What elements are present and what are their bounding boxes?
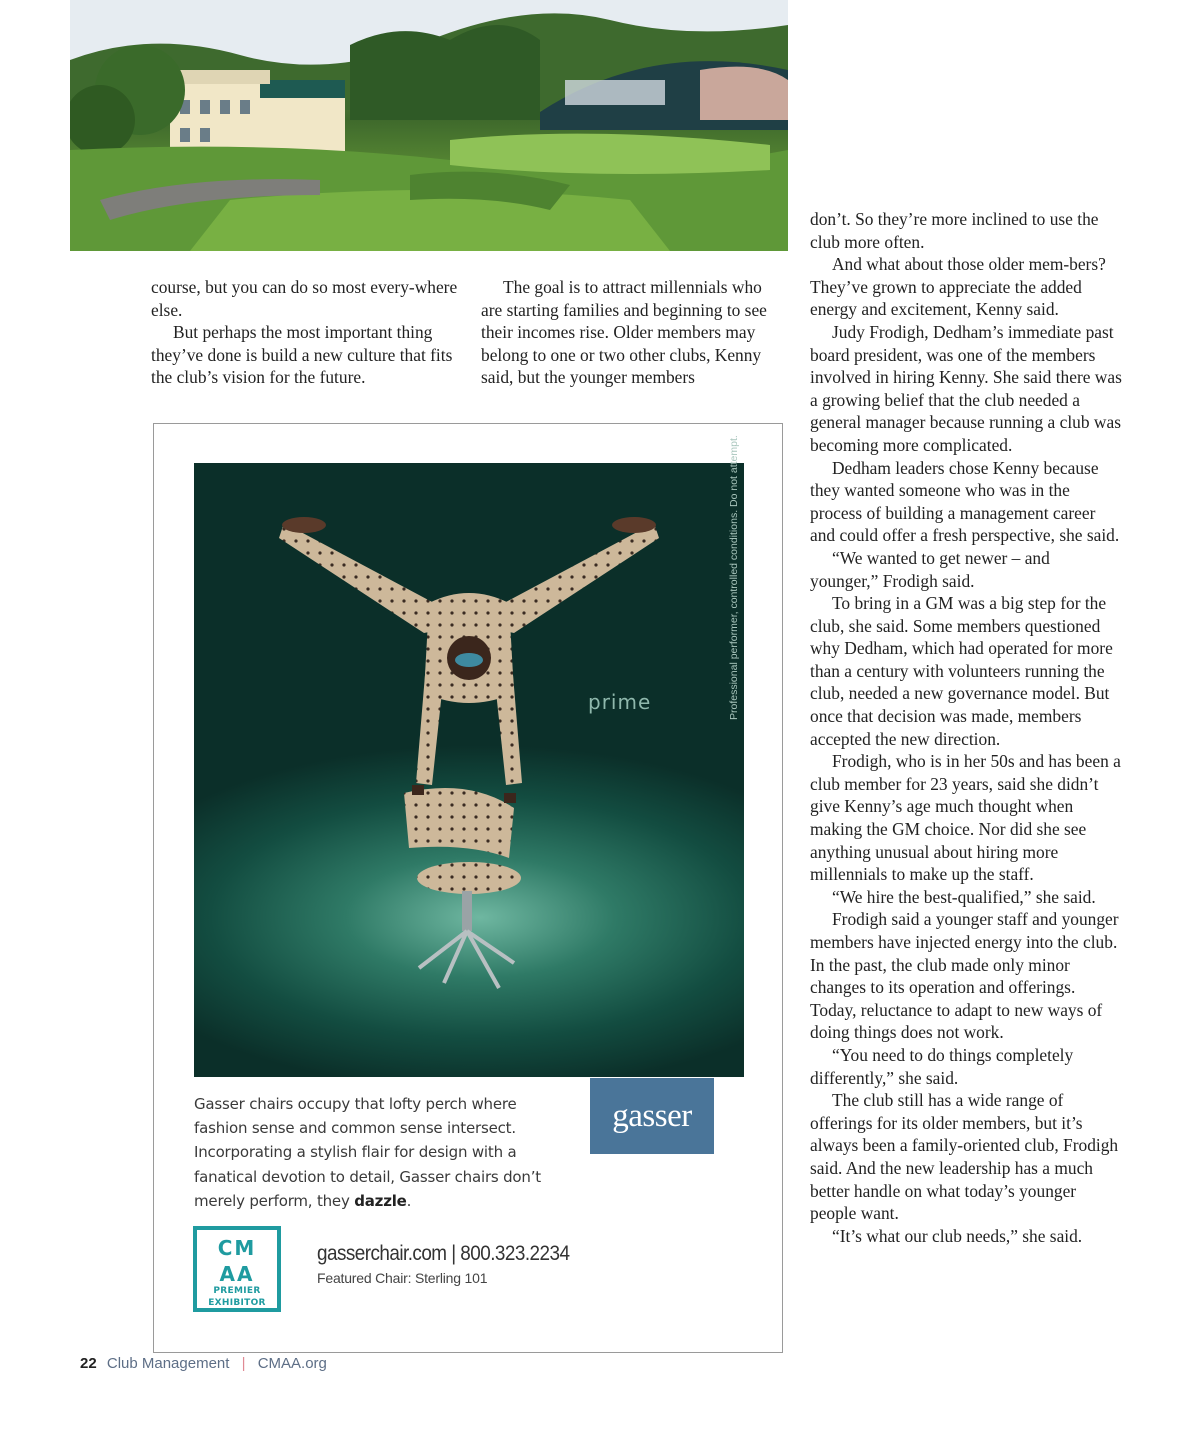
footer-separator: |: [241, 1355, 246, 1372]
paragraph: Frodigh said a younger staff and younger members have injected energy into the club. In the past, the club made only minor changes to its operation and offerings. Today, reluctance to adapt to new ways of doing things does not work.: [810, 909, 1119, 1043]
paragraph: And what about those older mem-bers? They’ve grown to appreciate the added energy and excitement, Kenny said.: [810, 254, 1106, 320]
paragraph: Dedham leaders chose Kenny because they wanted someone who was in the process of building a management career and could offer a fresh perspective, she said.: [810, 457, 1120, 546]
paragraph: “We wanted to get newer – and younger,” Frodigh said.: [810, 547, 1050, 591]
golf-club-illustration: [70, 0, 788, 251]
ad-copy-text: Gasser chairs occupy that lofty perch where fashion sense and common sense intersect. Incorporating a stylish flair for design with a fanatical devotion to detail, Gasser chairs don’t merely perform, they: [194, 1095, 541, 1210]
paragraph: “You need to do things completely differently,” she said.: [810, 1044, 1074, 1088]
paragraph: Judy Frodigh, Dedham’s immediate past board president, was one of the members involved in hiring Kenny. She said there was a growing belief that the club needed a general manager because running a club was becoming more complicated.: [810, 321, 1122, 455]
contact-website-phone: gasserchair.com | 800.323.2234: [317, 1242, 570, 1265]
disclaimer-note: Professional performer, controlled conditions. Do not attempt.: [728, 435, 740, 720]
page-footer: [80, 1355, 327, 1372]
cmaa-premier-exhibitor-badge: [193, 1226, 281, 1312]
ad-contact: [317, 1242, 597, 1286]
paragraph: don’t. So they’re more inclined to use the club more often.: [810, 209, 1099, 252]
paragraph: But perhaps the most important thing they’ve done is build a new culture that fits the club’s vision for the future.: [151, 322, 453, 388]
ad-copy-period: .: [406, 1191, 412, 1210]
paragraph: course, but you can do so most every-where else.: [151, 277, 458, 320]
paragraph: The goal is to attract millennials who are starting families and beginning to see their incomes rise. Older members may belong to one or two other clubs, Kenny said, but the younger members: [481, 277, 767, 388]
article-column-3: [810, 208, 1122, 1247]
ad-chair-photo: [194, 463, 744, 1077]
article-column-1: [151, 276, 463, 389]
featured-chair: Featured Chair: Sterling 101: [317, 1270, 488, 1286]
ad-copy-emphasis: dazzle: [354, 1191, 407, 1210]
magazine-name: Club Management: [106, 1355, 230, 1372]
paragraph: “It’s what our club needs,” she said.: [832, 1225, 1083, 1246]
paragraph: The club still has a wide range of offerings for its older members, but it’s always been a family-oriented club, Frodigh said. And the new leadership has a much better handle on what today’s younger people want.: [810, 1090, 1119, 1224]
badge-exhibitor: EXHIBITOR: [208, 1298, 266, 1308]
product-name-prime: prime: [588, 690, 652, 714]
page-number: 22: [80, 1355, 97, 1372]
gasser-logo: gasser: [590, 1078, 714, 1154]
paragraph: Frodigh, who is in her 50s and has been a club member for 23 years, said she didn’t give Kenny’s age much thought when making the GM choice. Nor did she see anything unusual about hiring more millennials to make up the staff.: [810, 751, 1121, 885]
paragraph: To bring in a GM was a big step for the club, she said. Some members questioned why Dedham, which had operated for more than a century with volunteers running the club, needed a new governance model. But once that decision was made, members accepted the new direction.: [810, 593, 1113, 749]
badge-cm: CM: [217, 1236, 257, 1260]
article-column-2: [481, 276, 771, 389]
paragraph: “We hire the best-qualified,” she said.: [832, 886, 1096, 907]
footer-site: CMAA.org: [257, 1355, 327, 1372]
ad-body-copy: [194, 1092, 566, 1213]
acrobat-on-chair-illustration: [194, 463, 744, 1077]
badge-premier: PREMIER: [213, 1286, 261, 1296]
badge-aa: AA: [219, 1262, 255, 1286]
clubhouse-golf-photo: [70, 0, 788, 251]
